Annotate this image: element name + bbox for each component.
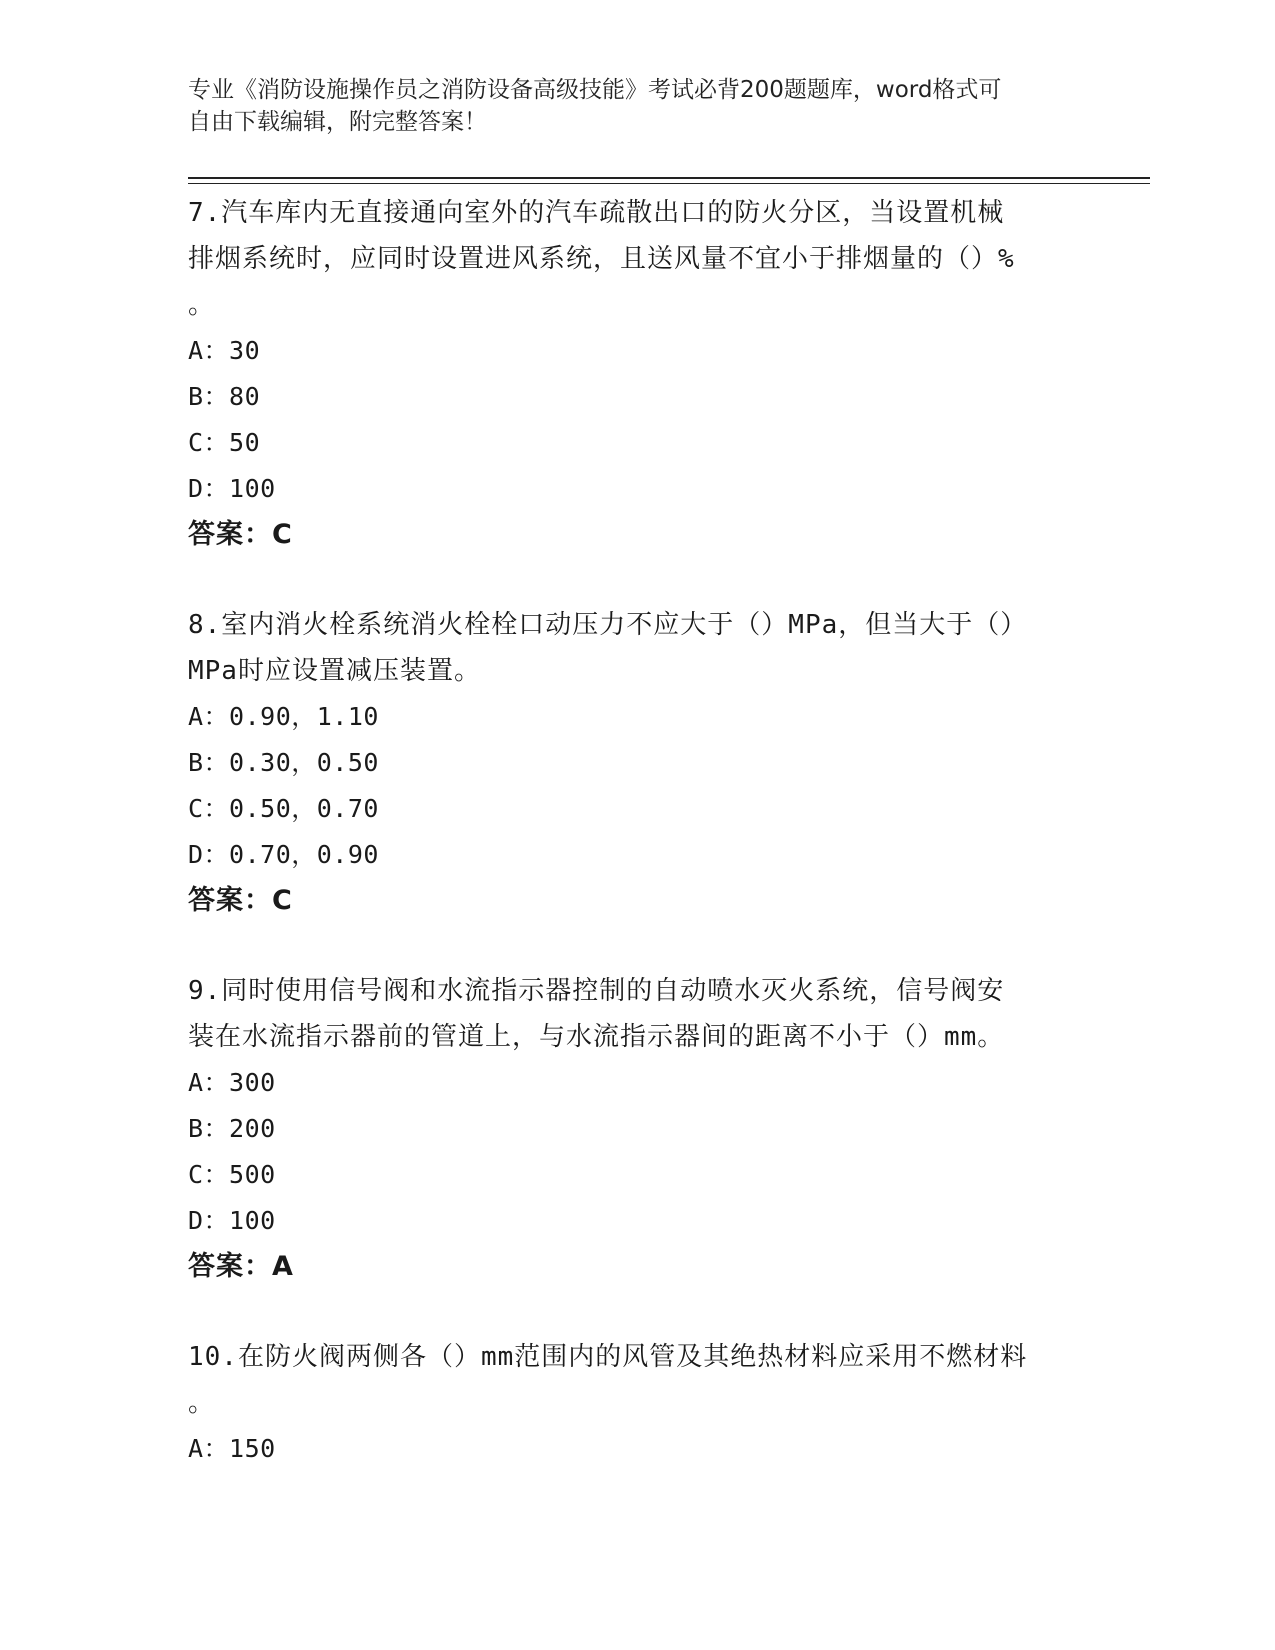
question-text-line: 10.在防火阀两侧各（）mm范围内的风管及其绝热材料应采用不燃材料	[188, 1342, 1028, 1372]
question-text-line: MPa时应设置减压装置。	[188, 656, 481, 686]
option-c: C：500	[188, 1160, 276, 1189]
spacer	[188, 1290, 1088, 1334]
option-b: B：80	[188, 382, 261, 411]
option-a: A：150	[188, 1434, 276, 1463]
option-d: D：0.70，0.90	[188, 840, 379, 869]
question-8	[188, 602, 1088, 924]
question-9	[188, 968, 1088, 1290]
answer: 答案：C	[188, 519, 293, 550]
spacer	[188, 558, 1088, 602]
question-text-line: 。	[188, 1388, 216, 1418]
question-text-line: 装在水流指示器前的管道上，与水流指示器间的距离不小于（）mm。	[188, 1022, 1005, 1052]
question-text-line: 9.同时使用信号阀和水流指示器控制的自动喷水灭火系统，信号阀安	[188, 976, 1005, 1006]
option-a: A：0.90，1.10	[188, 702, 379, 731]
option-b: B：200	[188, 1114, 276, 1143]
question-7	[188, 190, 1088, 558]
header-line-1: 专业《消防设施操作员之消防设备高级技能》考试必背200题题库，word格式可	[188, 77, 1002, 103]
question-list	[188, 190, 1088, 1472]
option-d: D：100	[188, 1206, 276, 1235]
header-divider-thin	[188, 183, 1150, 184]
question-text-line: 。	[188, 290, 216, 320]
header-line-2: 自由下载编辑，附完整答案！	[188, 109, 487, 135]
option-a: A：300	[188, 1068, 276, 1097]
option-c: C：0.50，0.70	[188, 794, 379, 823]
spacer	[188, 924, 1088, 968]
question-10	[188, 1334, 1088, 1472]
question-text-line: 8.室内消火栓系统消火栓栓口动压力不应大于（）MPa，但当大于（）	[188, 610, 1028, 640]
document-header	[188, 74, 1068, 138]
question-text-line: 排烟系统时，应同时设置进风系统，且送风量不宜小于排烟量的（）%	[188, 244, 1015, 274]
header-divider-thick	[188, 177, 1150, 179]
option-d: D：100	[188, 474, 276, 503]
answer: 答案：C	[188, 885, 293, 916]
answer: 答案：A	[188, 1251, 294, 1282]
option-a: A：30	[188, 336, 261, 365]
option-c: C：50	[188, 428, 261, 457]
question-text-line: 7.汽车库内无直接通向室外的汽车疏散出口的防火分区，当设置机械	[188, 198, 1005, 228]
option-b: B：0.30，0.50	[188, 748, 379, 777]
